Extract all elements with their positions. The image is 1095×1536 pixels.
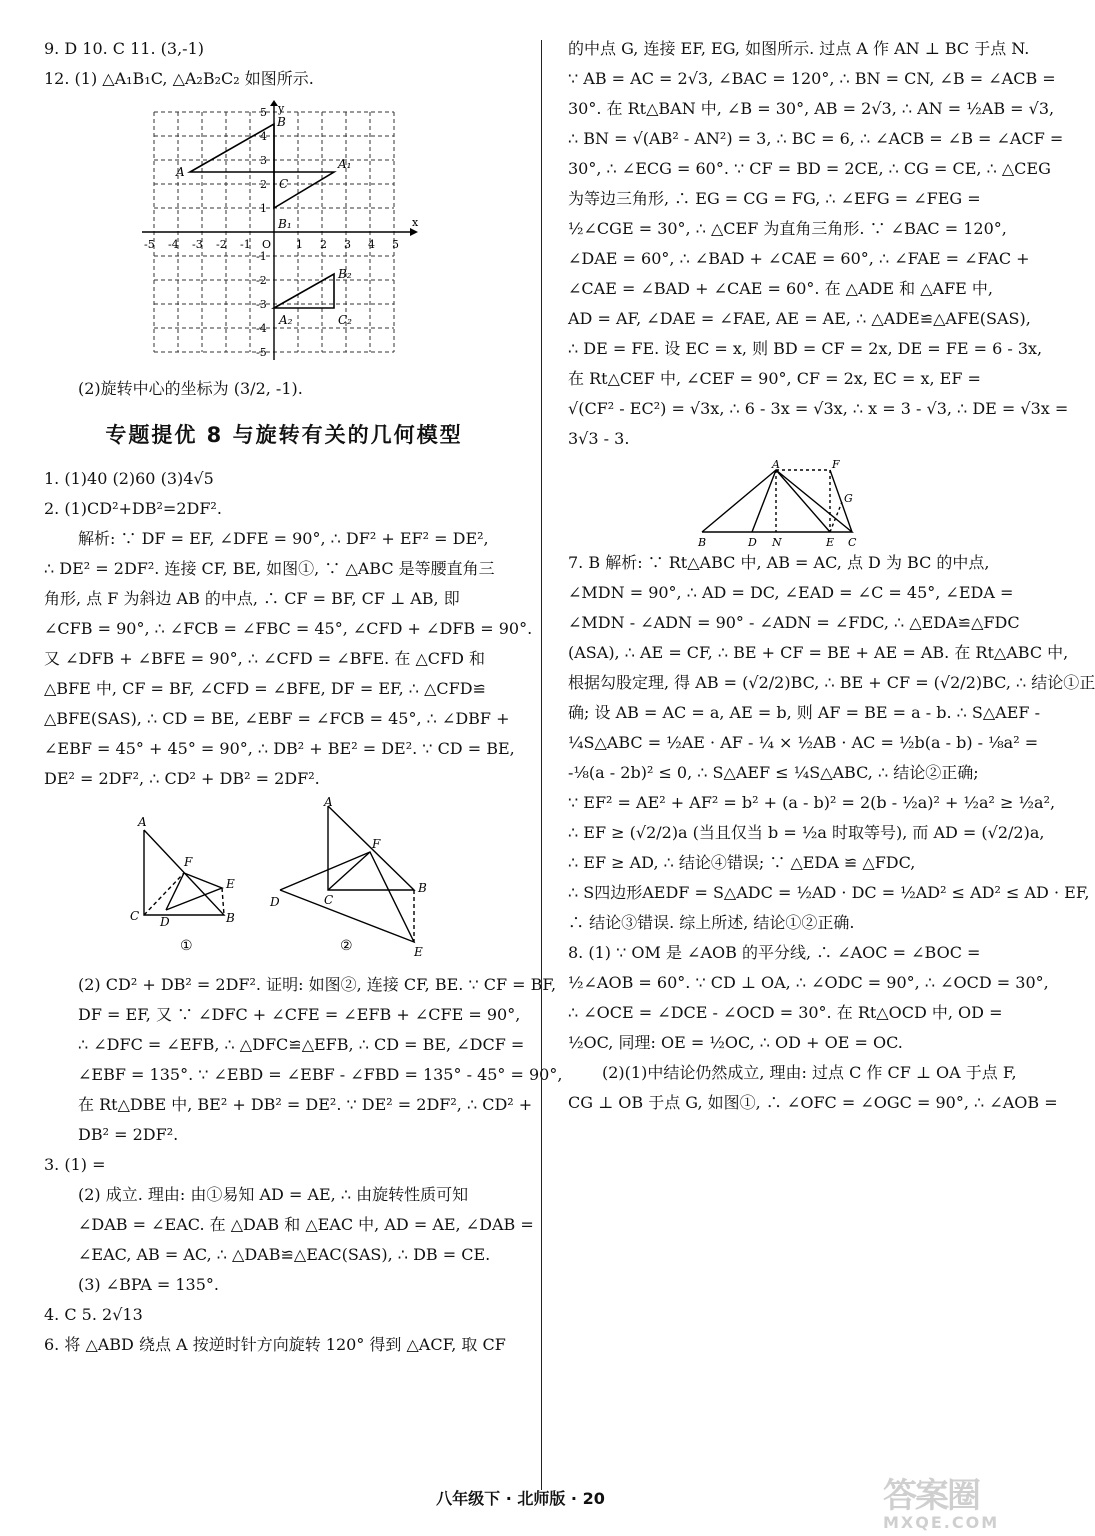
q6-line: ∵ AB = AC = 2√3, ∠BAC = 120°, ∴ BN = CN, ∠B = ∠ACB = (568, 69, 1056, 88)
fig2-cf-line (328, 852, 370, 890)
line-eg (830, 502, 842, 532)
x-tick: -5 (144, 238, 155, 251)
q8-line: ∴ ∠OCE = ∠DCE - ∠OCD = 30°. 在 Rt△OCD 中, OD = (568, 1003, 1003, 1022)
y-tick: -4 (256, 322, 267, 335)
q12-part2: (2)旋转中心的坐标为 (3/2, -1). (78, 379, 303, 398)
coordinate-grid-figure (134, 102, 434, 364)
x-tick: 4 (368, 238, 375, 251)
x-tick: 2 (320, 238, 327, 251)
q12-part1: 12. (1) △A₁B₁C, △A₂B₂C₂ 如图所示. (44, 69, 314, 88)
q2-analysis-line: 又 ∠DFB + ∠BFE = 90°, ∴ ∠CFD = ∠BFE. 在 △CFD 和 (44, 649, 486, 668)
q3-line: ∠DAB = ∠EAC. 在 △DAB 和 △EAC 中, AD = AE, ∠DAB = (78, 1215, 534, 1234)
x-tick: -1 (240, 238, 251, 251)
q7-line: ∠MDN = 90°, ∴ AD = DC, ∠EAD = ∠C = 45°, ∠EDA = (568, 583, 1014, 602)
coordinate-grid-svg (134, 102, 434, 364)
x-tick: 1 (296, 238, 303, 251)
q8-line: CG ⊥ OB 于点 G, 如图①, ∴ ∠OFC = ∠OGC = 90°, ∴ ∠AOB = (568, 1093, 1058, 1112)
point-label: F (184, 855, 193, 869)
q2-analysis-line: DE² = 2DF², ∴ CD² + DB² = 2DF². (44, 769, 320, 788)
q3-line: (2) 成立. 理由: 由①易知 AD = AE, ∴ 由旋转性质可知 (78, 1185, 469, 1204)
q7-line: -⅛(a - 2b)² ≤ 0, ∴ S△AEF ≤ ¼S△ABC, ∴ 结论②正确; (568, 763, 979, 782)
q6-line: ∴ BN = √(AB² - AN²) = 3, ∴ BC = 6, ∴ ∠ACB = ∠B = ∠ACF = (568, 129, 1064, 148)
point-label: B₂ (338, 267, 352, 281)
q6-line: 30°, ∴ ∠ECG = 60°. ∵ CF = BD = 2CE, ∴ CG = CE, ∴ △CEG (568, 159, 1051, 178)
column-divider (541, 40, 542, 1490)
q8-line: ½∠AOB = 60°. ∵ CD ⊥ OA, ∴ ∠ODC = 90°, ∴ ∠OCD = 30°, (568, 973, 1049, 992)
q7-line: 根据勾股定理, 得 AB = (√2/2)BC, ∴ BE + CF = (√2/2)BC, ∴ 结论①正 (568, 673, 1095, 692)
q4-5-answer: 4. C 5. 2√13 (44, 1305, 143, 1324)
section-title: 专题提优 8 与旋转有关的几何模型 (105, 423, 463, 447)
point-label: B (418, 881, 427, 895)
point-label: E (414, 945, 423, 959)
point-label: A₁ (338, 157, 352, 171)
point-label: D (160, 915, 170, 929)
point-label: A (771, 458, 780, 471)
q6-line: ∴ DE = FE. 设 EC = x, 则 BD = CF = 2x, DE = FE = 6 - 3x, (568, 339, 1043, 358)
left-column (44, 34, 563, 1360)
q2-analysis-line: ∠CFB = 90°, ∴ ∠FCB = ∠FBC = 45°, ∠CFD + ∠DFB = 90°. (44, 619, 533, 638)
point-label: B₁ (278, 217, 292, 231)
figures-1-2-svg (114, 795, 454, 970)
x-tick: -4 (168, 238, 179, 251)
figure-label: ① (180, 938, 193, 954)
fig1-be-line (222, 888, 224, 915)
q7-line: ∴ EF ≥ (√2/2)a (当且仅当 b = ½a 时取等号), 而 AD = (√2/2)a, (568, 823, 1045, 842)
point-label: A (138, 815, 147, 829)
y-tick: -5 (256, 346, 267, 359)
q6-line: 为等边三角形, ∴ EG = CG = FG, ∴ ∠EFG = ∠FEG = (568, 189, 981, 208)
q7-line: ¼S△ABC = ½AE · AF - ¼ × ½AB · AC = ½b(a - b) - ⅛a² = (568, 733, 1039, 752)
q6-line: √(CF² - EC²) = √3x, ∴ 6 - 3x = √3x, ∴ x = 3 - √3, ∴ DE = √3x = (568, 399, 1069, 418)
q2-analysis-line: 解析: ∵ DF = EF, ∠DFE = 90°, ∴ DF² + EF² = DE², (78, 529, 489, 548)
point-label: F (831, 458, 840, 471)
q2-analysis-line: △BFE(SAS), ∴ CD = BE, ∠EBF = ∠FCB = 45°, ∴ ∠DBF + (44, 709, 510, 728)
triangle-a2b2c2 (274, 274, 334, 308)
q7-line: ∵ EF² = AE² + AF² = b² + (a - b)² = 2(b - ½a)² + ½a² ≥ ½a², (568, 793, 1056, 812)
q8-line: (2)(1)中结论仍然成立, 理由: 过点 C 作 CF ⊥ OA 于点 F, (602, 1063, 1017, 1082)
watermark-text: 答案圈 (883, 1476, 979, 1516)
y-tick: -2 (256, 274, 267, 287)
y-tick: -3 (256, 298, 267, 311)
q2-analysis-line: ∴ DE² = 2DF². 连接 CF, BE, 如图①, ∵ △ABC 是等腰直角三 (44, 559, 495, 578)
figure-label: ② (340, 938, 353, 954)
q2-proof-line: ∠EBF = 135°. ∵ ∠EBD = ∠EBF - ∠FBD = 135° - 45° = 90°, (78, 1065, 563, 1084)
q1-answer: 1. (1)40 (2)60 (3)4√5 (44, 469, 214, 488)
q2-proof-line: ∴ ∠DFC = ∠EFB, ∴ △DFC≌△EFB, ∴ CD = BE, ∠DCF = (78, 1035, 525, 1054)
q6-line: 在 Rt△CEF 中, ∠CEF = 90°, CF = 2x, EC = x, EF = (568, 369, 981, 388)
point-label: F (372, 837, 381, 851)
point-label: A (176, 165, 185, 179)
point-label: B (697, 536, 706, 549)
q2-proof-line: 在 Rt△DBE 中, BE² + DB² = DE². ∵ DE² = 2DF², ∴ CD² + (78, 1095, 533, 1114)
point-label: E (825, 536, 834, 549)
point-label: G (843, 492, 853, 505)
y-axis-label: y (278, 102, 285, 115)
q6-line: ∠CAE = ∠BAD + ∠CAE = 60°. 在 △ADE 和 △AFE 中, (568, 279, 994, 298)
fig2-triangle-dfe (280, 852, 414, 942)
q8-line: 8. (1) ∵ OM 是 ∠AOB 的平分线, ∴ ∠AOC = ∠BOC = (568, 943, 981, 962)
watermark-url: MXQE.COM (883, 1513, 1000, 1532)
q6-line: 30°. 在 Rt△BAN 中, ∠B = 30°, AB = 2√3, ∴ AN = ½AB = √3, (568, 99, 1055, 118)
y-tick: 4 (260, 130, 267, 143)
point-label: C (279, 177, 289, 191)
x-tick: 5 (392, 238, 399, 251)
y-tick: -1 (256, 250, 267, 263)
fig1-cf-line (144, 873, 184, 915)
q7-line: 7. B 解析: ∵ Rt△ABC 中, AB = AC, 点 D 为 BC 的中点, (568, 553, 990, 572)
answers-9-11: 9. D 10. C 11. (3,-1) (44, 39, 204, 58)
x-tick: 3 (344, 238, 351, 251)
y-tick: 5 (260, 106, 267, 119)
x-tick: -2 (216, 238, 227, 251)
watermark-logo (883, 1468, 1023, 1532)
q2-analysis-line: △BFE 中, CF = BF, ∠CFD = ∠BFE, DF = EF, ∴ △CFD≌ (44, 679, 486, 698)
point-label: C₂ (338, 313, 352, 327)
x-axis-label: x (412, 216, 419, 229)
origin-label: O (262, 238, 272, 251)
y-tick: 3 (260, 154, 267, 167)
q6-figure-svg (696, 458, 896, 548)
q2-answer: 2. (1)CD²+DB²=2DF². (44, 499, 222, 518)
q2-proof-line: DF = EF, 又 ∵ ∠DFC + ∠CFE = ∠EFB + ∠CFE = 90°, (78, 1005, 521, 1024)
line-ae (776, 470, 830, 532)
q6-line: 3√3 - 3. (568, 429, 630, 448)
point-label: C (847, 536, 856, 549)
q7-line: ∠MDN - ∠ADN = 90° - ∠ADN = ∠FDC, ∴ △EDA≌△FDC (568, 613, 1020, 632)
q6-line: AD = AF, ∠DAE = ∠FAE, AE = AE, ∴ △ADE≌△AFE(SAS), (568, 309, 1031, 328)
q7-line: (ASA), ∴ AE = CF, ∴ BE + CF = BE + AE = AB. 在 Rt△ABC 中, (568, 643, 1069, 662)
q7-line: ∴ EF ≥ AD, ∴ 结论④错误; ∵ △EDA ≌ △FDC, (568, 853, 916, 872)
q7-line: 确; 设 AB = AC = a, AE = b, 则 AF = BE = a - b. ∴ S△AEF - (568, 703, 1040, 722)
q6-start: 6. 将 △ABD 绕点 A 按逆时针方向旋转 120° 得到 △ACF, 取 CF (44, 1335, 506, 1354)
point-label: B (277, 115, 286, 129)
point-label: C (130, 909, 140, 923)
q7-line: ∴ 结论③错误. 综上所述, 结论①②正确. (568, 913, 855, 932)
x-tick: -3 (192, 238, 203, 251)
figures-1-2 (114, 795, 454, 970)
q2-analysis-line: ∠EBF = 45° + 45° = 90°, ∴ DB² + BE² = DE². ∵ CD = BE, (44, 739, 515, 758)
q2-proof-line: (2) CD² + DB² = 2DF². 证明: 如图②, 连接 CF, BE. ∵ CF = BF, (78, 975, 557, 994)
point-label: D (270, 895, 280, 909)
q3-line: 3. (1) = (44, 1155, 106, 1174)
q6-line: ½∠CGE = 30°, ∴ △CEF 为直角三角形. ∵ ∠BAC = 120°, (568, 219, 1007, 238)
y-tick: 2 (260, 178, 267, 191)
q2-proof-line: DB² = 2DF². (78, 1125, 179, 1144)
point-label: E (226, 877, 235, 891)
q6-figure (696, 458, 896, 548)
point-label: A₂ (279, 313, 293, 327)
y-tick: 1 (260, 202, 267, 215)
point-label: B (226, 911, 235, 925)
q8-line: ½OC, 同理: OE = ½OC, ∴ OD + OE = OC. (568, 1033, 903, 1052)
q6-line: ∠DAE = 60°, ∴ ∠BAD + ∠CAE = 60°, ∴ ∠FAE = ∠FAC + (568, 249, 1030, 268)
page-footer: 八年级下 · 北师版 · 20 (436, 1489, 605, 1508)
q6-line: 的中点 G, 连接 EF, EG, 如图所示. 过点 A 作 AN ⊥ BC 于点 N. (568, 39, 1030, 58)
point-label: D (747, 536, 757, 549)
q2-analysis-line: 角形, 点 F 为斜边 AB 的中点, ∴ CF = BF, CF ⊥ AB, 即 (44, 589, 460, 608)
point-label: A (324, 795, 333, 809)
point-label: C (324, 893, 334, 907)
q7-line: ∴ S四边形AEDF = S△ADC = ½AD · DC = ½AD² ≤ AD² ≤ AD · EF, (568, 883, 1090, 902)
point-label: N (771, 536, 782, 549)
right-column (568, 34, 1095, 1118)
q3-line: (3) ∠BPA = 135°. (78, 1275, 219, 1294)
q3-line: ∠EAC, AB = AC, ∴ △DAB≌△EAC(SAS), ∴ DB = CE. (78, 1245, 491, 1264)
